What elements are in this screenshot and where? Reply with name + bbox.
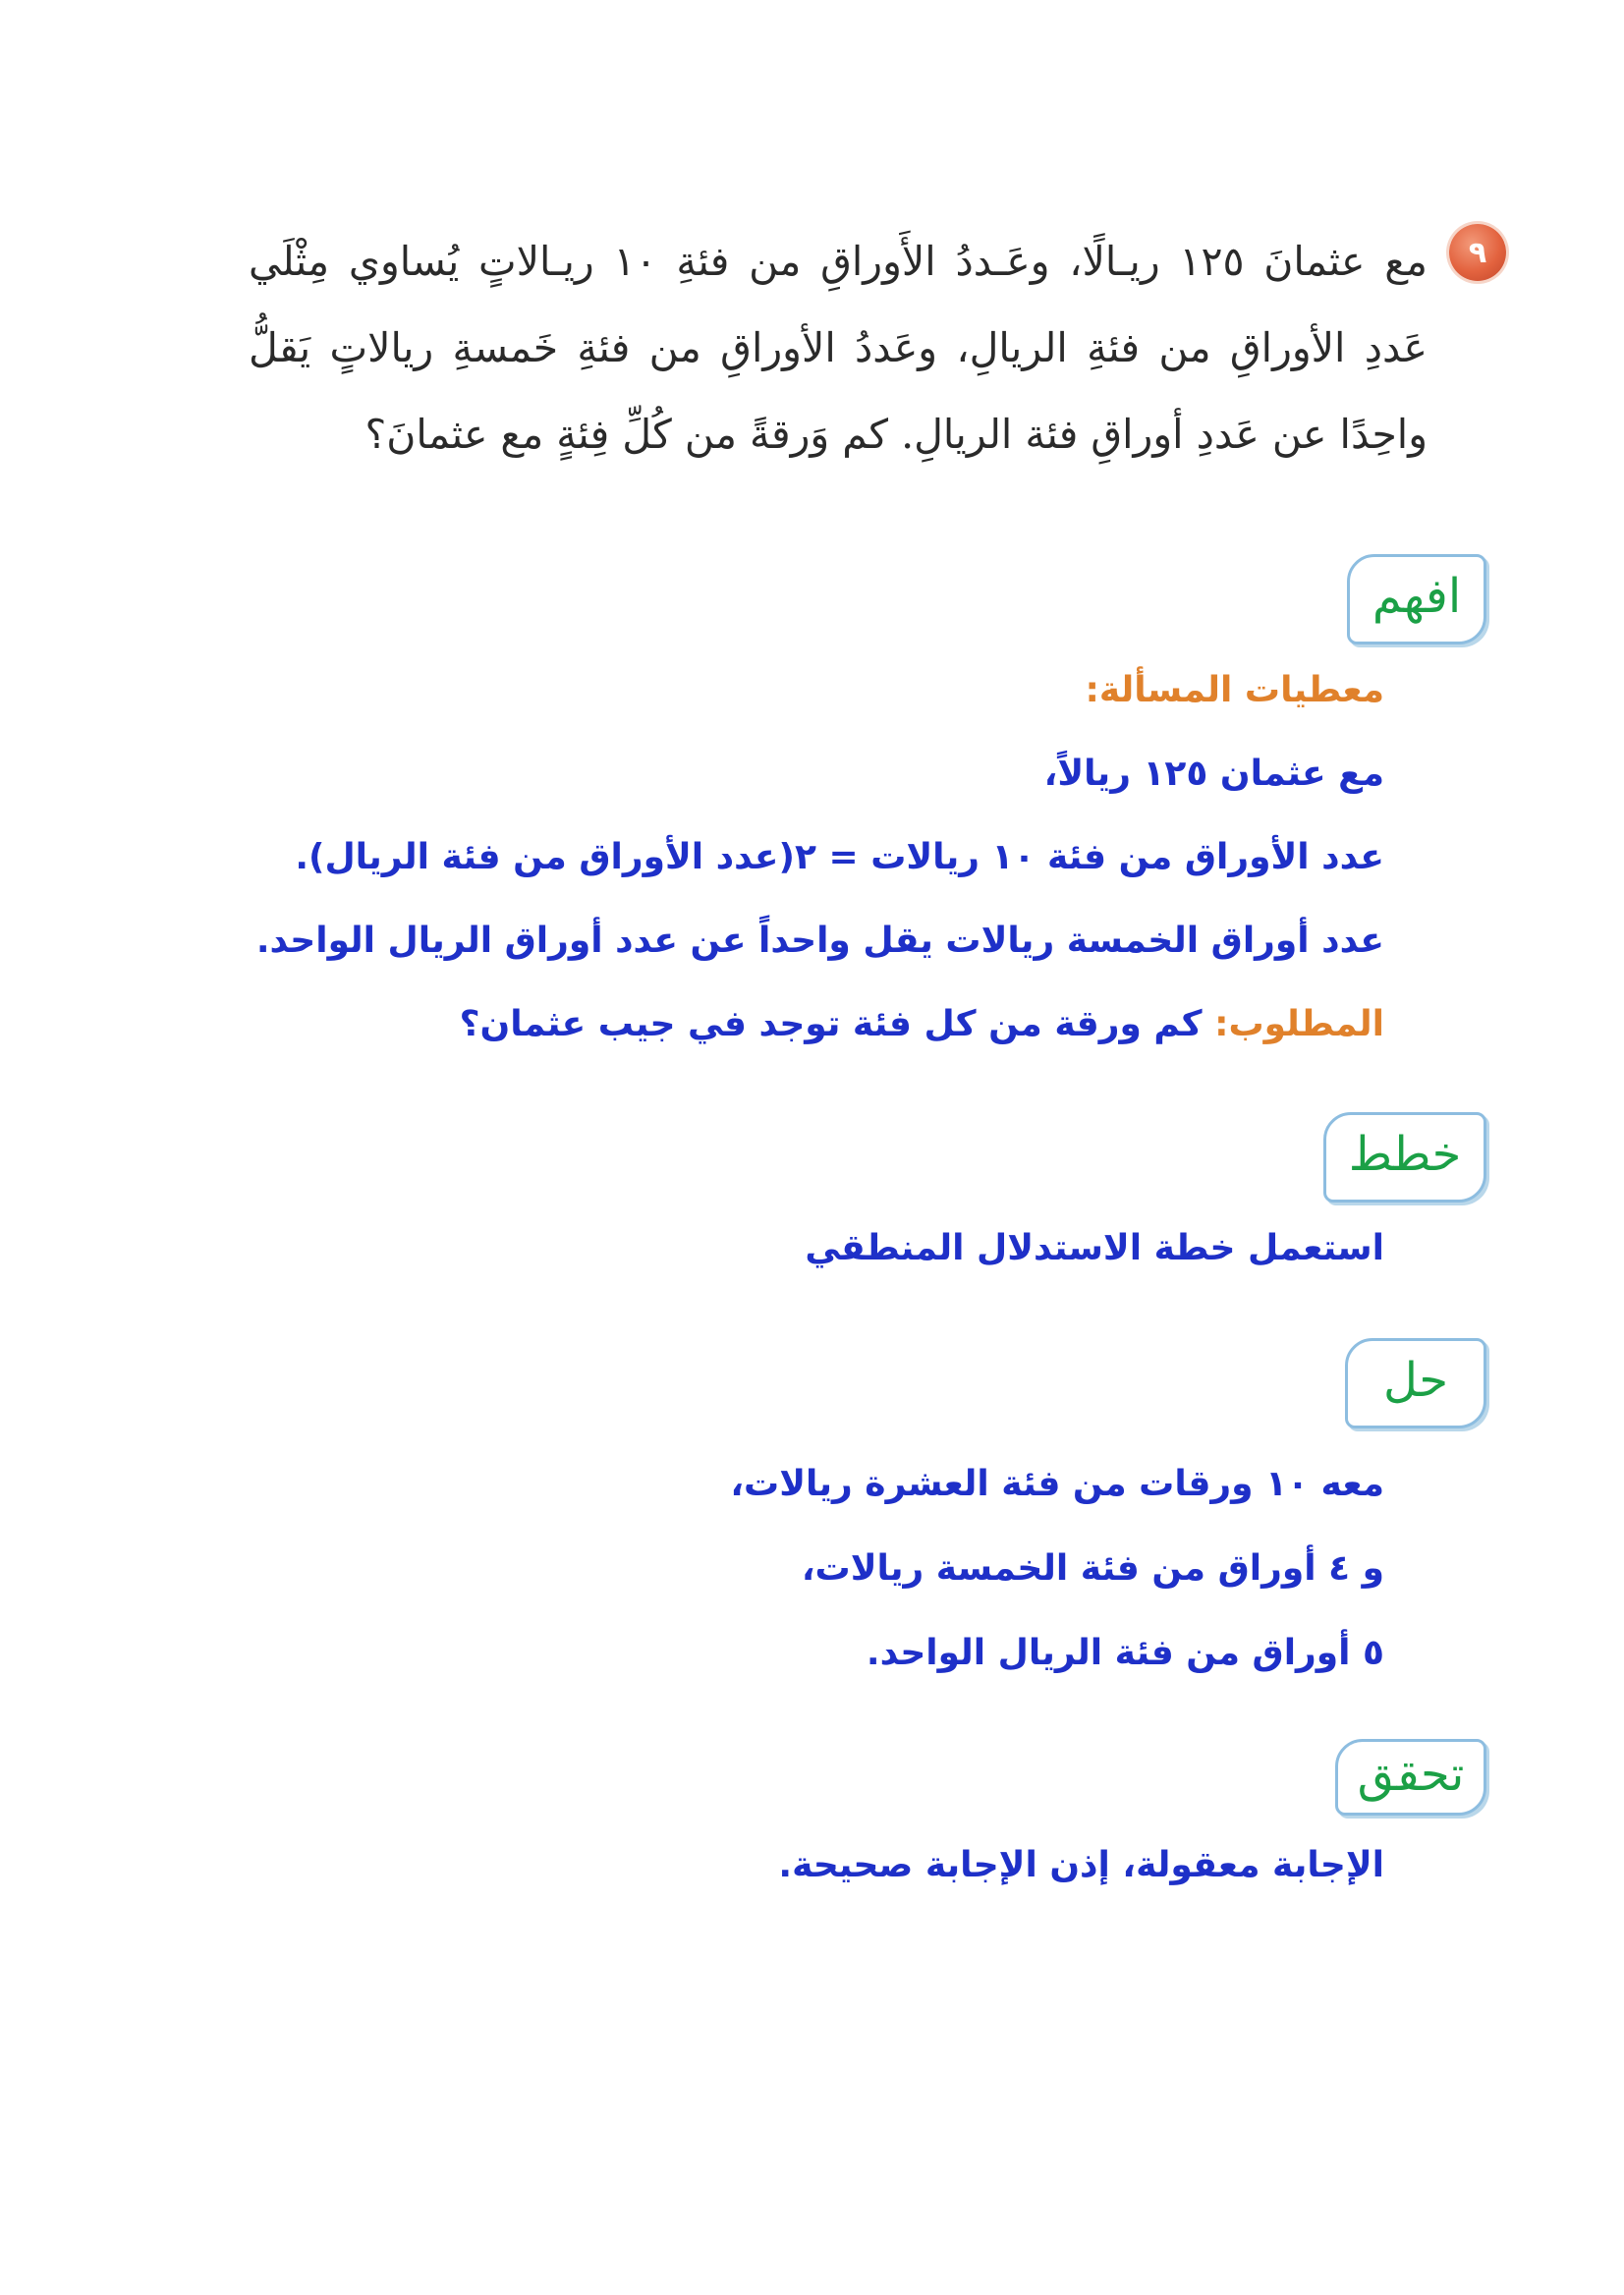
stage-plan-header bbox=[1323, 1112, 1486, 1203]
solve-line-3: ٥ أوراق من فئة الريال الواحد. bbox=[866, 1633, 1384, 1673]
solve-line-2: و ٤ أوراق من فئة الخمسة ريالات، bbox=[801, 1548, 1384, 1589]
stage-plan-label: خطط bbox=[1348, 1127, 1462, 1182]
given-label: معطيات المسألة: bbox=[1085, 670, 1384, 710]
given-line-2: عدد الأوراق من فئة ١٠ ريالات = ٢(عدد الأوراق من فئة الريال). bbox=[295, 837, 1384, 877]
stage-solve-label: حل bbox=[1382, 1353, 1449, 1408]
required-text: كم ورقة من كل فئة توجد في جيب عثمان؟ bbox=[459, 1004, 1203, 1044]
plan-text: استعمل خطة الاستدلال المنطقي bbox=[805, 1228, 1384, 1268]
given-line-3: عدد أوراق الخمسة ريالات يقل واحداً عن عدد أوراق الريال الواحد. bbox=[255, 921, 1384, 961]
required-label: المطلوب: bbox=[1214, 1004, 1384, 1044]
problem-number-badge: ٩ bbox=[1449, 224, 1506, 281]
check-text: الإجابة معقولة، إذن الإجابة صحيحة. bbox=[778, 1845, 1384, 1885]
given-line-1: مع عثمان ١٢٥ ريالاً، bbox=[1043, 754, 1384, 794]
stage-check-header bbox=[1335, 1739, 1486, 1816]
stage-understand-label: افهم bbox=[1372, 569, 1462, 624]
problem-statement: مع عثمانَ ١٢٥ ريـالًا، وعَـددُ الأَوراقِ من فئةِ ١٠ ريـالاتٍ يُساوي مِثْلَي عَددِ الأوراقِ من فئةِ الريالِ، وعَددُ الأوراقِ من فئةِ خَمسةِ ريالاتٍ يَقلُّ واحِدًا عن عَددِ أوراقِ فئة الريالِ. كم وَرقةً من كُلِّ فِئةٍ مع عثمانَ؟ bbox=[249, 238, 1428, 458]
problem-block bbox=[249, 218, 1506, 477]
solve-line-1: معه ١٠ ورقات من فئة العشرة ريالات، bbox=[730, 1464, 1384, 1504]
stage-check-label: تحقق bbox=[1357, 1747, 1465, 1802]
stage-solve-header bbox=[1345, 1338, 1486, 1428]
stage-understand-header bbox=[1347, 554, 1486, 644]
required-line bbox=[460, 1004, 1384, 1044]
